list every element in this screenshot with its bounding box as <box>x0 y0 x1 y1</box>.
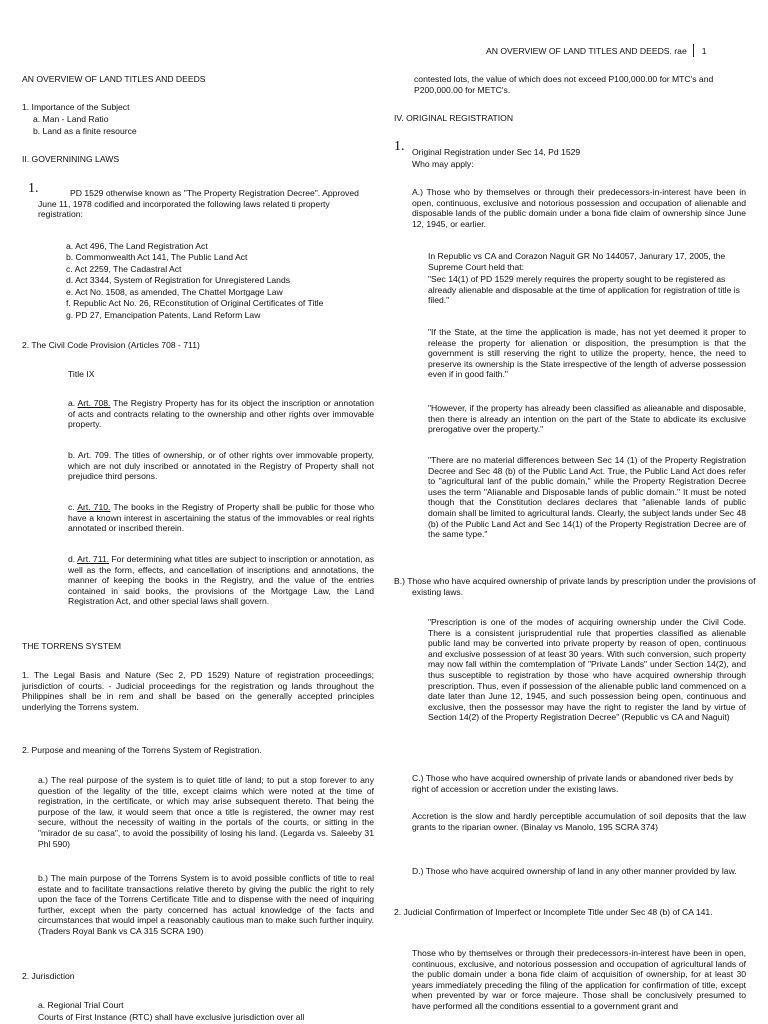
section-importance: 1. Importance of the Subject <box>22 102 130 112</box>
quote-no-material-difference: "There are no material differences between Sec 14 (1) of the Property Registration Decree and Sec 48 (b) of the Public Land Act. True, the Public Land Act does refer to "agricultural lanf of the public domain," while the Property Registration Decree uses the term "Alianable and Disposable lands of public domain." It must be noted though that the Constitution declares declares that "alienable lands of public domain shall be limited to agricultural lands. Clearly, the subject lands under Sec 48 (b) of the Public Land Act and Sec 14(1) of the Property Registration Decree are of the same type." <box>428 455 746 540</box>
page-header <box>486 44 746 57</box>
judicial-confirmation-paragraph: Those who by themselves or through their predecessors-in-interest have been in open, continuous, exclusive, and notorious possession and occupation of agricultural lands of the public domain under a bona fide claim of acquisition of ownership, for at least 30 years immediately preceding the filing of the application for confirmation of title, except when prevented by war or force majeure. Those shall be conclusively presumed to have performed all the conditions essential to a government grant and <box>412 948 746 1011</box>
pd-1529-paragraph: PD 1529 otherwise known as "The Property Registration Decree". Approved June 11, 1978 codified and incorporated the following laws related ti property registration: <box>38 188 359 220</box>
who-may-apply: Who may apply: <box>412 159 474 169</box>
jurisdiction-heading: 2. Jurisdiction <box>22 971 75 981</box>
law-item: a. Act 496, The Land Registration Act <box>66 241 208 251</box>
original-registration-subheading: Original Registration under Sec 14, Pd 1529 <box>412 147 581 157</box>
purpose-paragraph-a: a.) The real purpose of the system is to quiet title of land; to put a stop forever to any question of the legality of the title, except claims which were noted at the time of registration, in the certificate, or which may arise subsequent thereto. That being the purpose of the law, it would seem that once a title is registered, the owner may rest secure, without the necessity of waiting in the portals of the courts, or sitting in the "mirador de su casa", to avoid the possibility of losing his land. (Legarda vs. Saleeby 31 Phl 590) <box>38 775 374 849</box>
law-item: g. PD 27, Emancipation Patents, Land Reform Law <box>66 310 261 320</box>
section-governing-laws: II. GOVERNINING LAWS <box>22 154 120 164</box>
purpose-heading: 2. Purpose and meaning of the Torrens System of Registration. <box>22 745 262 755</box>
article-709: b. Art. 709. The titles of ownership, or of other rights over immovable property, which are not duly inscribed or annotated in the Registry of Property shall not prejudice third persons. <box>68 450 374 482</box>
quote-sec-14: "Sec 14(1) of PD 1529 merely requires the property sought to be registered as already alienable and disposable at the time of application for registration of title is filed." <box>428 274 740 306</box>
article-710-link: Art. 710. <box>77 502 111 512</box>
item-d-paragraph: D.) Those who have acquired ownership of land in any other manner provided by law. <box>412 866 737 876</box>
header-divider <box>693 44 694 57</box>
title-ix: Title IX <box>68 369 95 379</box>
purpose-paragraph-b: b.) The main purpose of the Torrens System is to avoid possible conflicts of title to real estate and to facilitate transactions relative thereto by giving the public the right to rely upon the face of the Torrens Certificate Title and to dispense with the need of inquiring further, except when the party concerned has actual knowledge of the facts and circumstances that would impel a reasonably cautious man to make such further inquiry. (Traders Royal Bank vs CA 315 SCRA 190) <box>38 873 374 936</box>
original-registration-heading: IV. ORIGINAL REGISTRATION <box>394 113 514 123</box>
header-title: AN OVERVIEW OF LAND TITLES AND DEEDS. rae <box>486 46 687 56</box>
law-item: c. Act 2259, The Cadastral Act <box>66 264 182 274</box>
list-number: 1. <box>394 139 405 154</box>
rtc-paragraph: Courts of First Instance (RTC) shall have exclusive jurisdiction over all <box>38 1012 305 1022</box>
subitem-finite-resource: b. Land as a finite resource <box>33 126 137 136</box>
quote-alienable: "However, if the property has already been classified as alieanable and disposable, then there is already an intention on the part of the State to abdicate its exclusive prerogative over the property." <box>428 403 746 435</box>
accretion-paragraph: Accretion is the slow and hardly perceptible accumulation of soil deposits that the law grants to the riparian owner. (Binalay vs Manolo, 195 SCRA 374) <box>412 811 746 832</box>
law-item: e. Act No. 1508, as amended, The Chattel Mortgage Law <box>66 287 283 297</box>
item-a-paragraph: A.) Those who by themselves or through their predecessors-in-interest have been in open, continuous, exclusive and notorious possession and occupation of alienable and disposable lands of the public domain under a bona fide claim of ownership since June 12, 1945, or earlier. <box>412 187 746 229</box>
list-number: 1. <box>28 181 39 196</box>
rtc-subheading: a. Regional Trial Court <box>38 1000 124 1010</box>
item-b-paragraph: B.) Those who have acquired ownership of private lands by prescription under the provisions of existing laws. <box>394 576 756 597</box>
article-711-link: Art. 711. <box>77 554 110 564</box>
article-710: c. Art. 710. The books in the Registry of Property shall be public for those who have a known interest in ascertaining the status of the immovables or real rights annotated or inscribed therein. <box>68 502 374 534</box>
article-708: a. Art. 708. The Registry Property has for its object the inscription or annotation of acts and contracts relating to the ownership and other rights over immovable property. <box>68 398 374 430</box>
continued-text: contested lots, the value of which does not exceed P100,000.00 for MTC's and P200,000.00 for METC's. <box>414 74 714 95</box>
naguit-intro: In Republic vs CA and Corazon Naguit GR No 144057, Janurary 17, 2005, the Supreme Court held that: <box>428 251 726 272</box>
torrens-system-heading: THE TORRENS SYSTEM <box>22 641 122 651</box>
document-title: AN OVERVIEW OF LAND TITLES AND DEEDS <box>22 74 206 84</box>
article-708-link: Art. 708. <box>77 398 111 408</box>
article-711: d. Art. 711. For determining what titles are subject to inscription or annotation, as well as the form, effects, and cancellation of inscriptions and annotations, the manner of keeping the books in the Registry, and the value of the entries contained in said books, the provisions of the Mortgage Law, the Land Registration Act, and other special laws shall govern. <box>68 554 374 607</box>
quote-state-reserve: "If the State, at the time the application is made, has not yet deemed it proper to release the property for alienation or disposition, the presumption is that the government is still reserving the right to utilize the property, hence, the need to preserve its ownership is the State irrespective of the length of adverse possession even if in good faith." <box>428 327 746 380</box>
quote-prescription: "Prescription is one of the modes of acquiring ownership under the Civil Code. There is a consistent jurisprudential rule that properties classified as alienable public land may be converted into private property by reason of open, continuous and exclusive possession of at least 30 years. With such conversion, such property may now fall within the comtemplation of "Private Lands" under Section 14(2), and thus susceptible to registration by those who have acquired ownership through prescription. Thus, even if possession of the alienable public land commenced on a date later than June 12, 1945, and such possession being open, continuous and exclusive, then the possessor may have the right to register the land by virtue of Section 14(2) of the Property Registration Decree" (Republic vs CA and Naguit) <box>428 617 746 723</box>
page-number: 1 <box>701 46 707 56</box>
law-item: d. Act 3344, System of Registration for Unregistered Lands <box>66 275 291 285</box>
subitem-man-land-ratio: a. Man - Land Ratio <box>33 114 109 124</box>
judicial-confirmation-heading: 2. Judicial Confirmation of Imperfect or Incomplete Title under Sec 48 (b) of CA 141. <box>394 907 713 917</box>
law-item: b. Commonwealth Act 141, The Public Land Act <box>66 252 248 262</box>
legal-basis-paragraph: 1. The Legal Basis and Nature (Sec 2, PD 1529) Nature of registration proceedings; jurisdiction of courts. - Judicial proceedings for the registration og lands throughout the Philippines shall be in rem and shall be based on the generally accepted principles underlying the Torrens system. <box>22 670 374 712</box>
item-c-paragraph: C.) Those who have acquired ownership of private lands or abandoned river beds by right of accession or accretion under the existing laws. <box>412 773 734 794</box>
civil-code-heading: 2. The Civil Code Provision (Articles 708 - 711) <box>22 340 200 350</box>
law-item: f. Republic Act No. 26, REconstitution of Original Certificates of Title <box>66 298 324 308</box>
